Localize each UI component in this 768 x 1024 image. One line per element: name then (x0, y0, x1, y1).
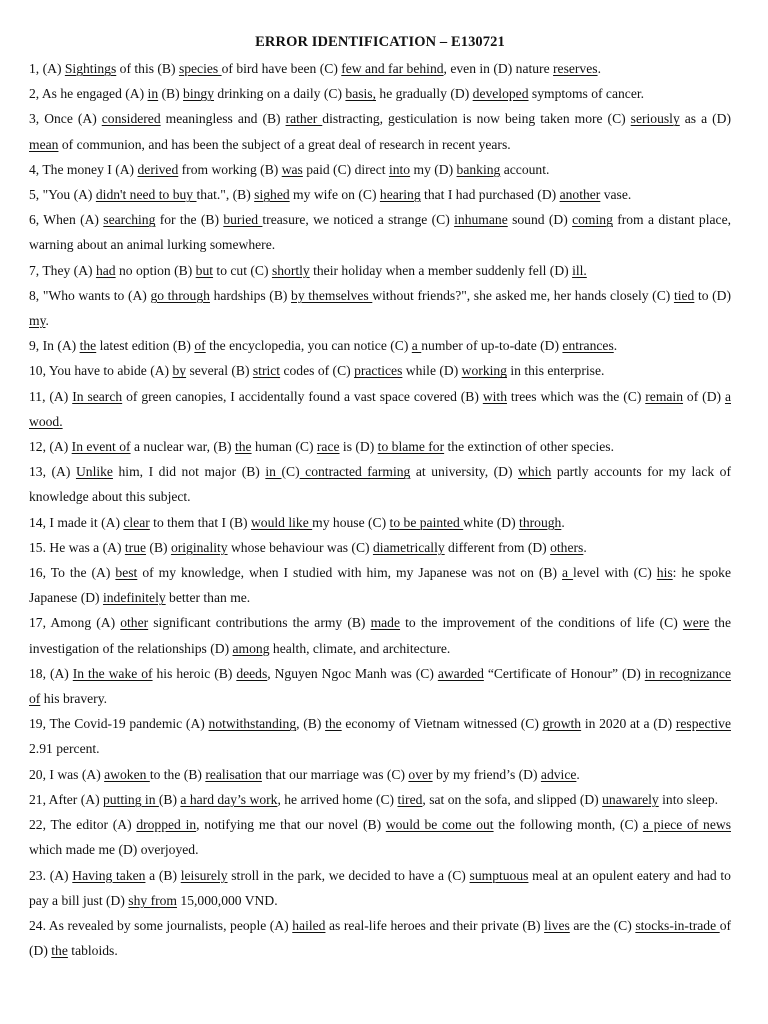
question-text: (B) (158, 791, 181, 807)
question-text: of bird have been (C) (221, 61, 342, 76)
question-21 (29, 787, 731, 812)
question-text: 23. (A) (29, 867, 73, 883)
question-text: , even in (D) nature (443, 61, 554, 76)
question-text: meal at an opulent eatery and had to pay a bill just (D) (29, 867, 731, 908)
underlined-option: sighed (254, 187, 290, 203)
question-text: 3, Once (A) (29, 111, 102, 127)
question-text: from working (B) (178, 161, 282, 177)
question-9 (29, 333, 731, 358)
question-text: of my knowledge, when I studied with him, my Japanese was not on (B) (137, 565, 562, 581)
question-text: drinking on a daily (C) (214, 86, 346, 102)
underlined-option: in (265, 464, 282, 480)
underlined-option: through (519, 514, 562, 530)
underlined-option: In the wake of (72, 665, 153, 681)
question-text: , he arrived home (C) (277, 791, 398, 807)
question-18 (29, 661, 731, 711)
question-23 (29, 863, 731, 913)
question-text: he gradually (D) (376, 86, 473, 102)
question-text: a nuclear war, (B) (130, 439, 235, 455)
underlined-option: would like (250, 514, 313, 530)
underlined-option: among (232, 640, 270, 656)
underlined-option: but (195, 262, 214, 278)
question-text: (B) (158, 86, 184, 102)
question-text: significant contributions the army (B) (148, 615, 371, 631)
question-text: 17, Among (A) (29, 615, 121, 631)
question-text: human (C) (251, 439, 317, 455)
question-text: 12, (A) (29, 439, 72, 455)
question-text: the following month, (C) (493, 817, 643, 833)
question-text: latest edition (B) (96, 338, 195, 354)
question-text: 11, (A) (29, 388, 73, 404)
underlined-option: respective (675, 716, 731, 732)
question-text: the extinction of other species. (444, 439, 614, 455)
question-text: without friends?", she asked me, her hands closely (C) (372, 287, 674, 303)
question-text: of (D) (29, 917, 732, 959)
underlined-option: best (115, 565, 138, 581)
underlined-option: derived (137, 161, 179, 177)
underlined-option: to blame for (377, 439, 445, 455)
question-text: at university, (D) (410, 464, 519, 480)
underlined-option: remain (645, 388, 684, 404)
underlined-option: realisation (205, 766, 262, 782)
underlined-option: stocks-in-trade (635, 917, 720, 933)
underlined-option: awarded (437, 665, 484, 681)
question-text: . (45, 313, 49, 329)
question-text: . (576, 766, 580, 782)
question-text: while (D) (402, 363, 462, 379)
underlined-option: by (172, 363, 187, 379)
question-text: my (D) (410, 161, 457, 177)
underlined-option: shortly (271, 262, 310, 278)
question-text: better than me. (165, 590, 251, 606)
question-text: 1, (A) (29, 61, 65, 76)
question-text: to cut (C) (213, 262, 272, 278)
question-text: 8, "Who wants to (A) (29, 287, 151, 303)
underlined-option: made (370, 615, 401, 631)
question-text: into sleep. (658, 791, 719, 807)
underlined-option: reserves (553, 61, 598, 76)
underlined-option: growth (542, 716, 582, 732)
underlined-option: inhumane (454, 212, 508, 228)
question-text: in 2020 at a (D) (581, 716, 676, 732)
question-text: no option (B) (115, 262, 196, 278)
underlined-option: the (325, 716, 342, 732)
question-text: 24. As revealed by some journalists, people (A) (29, 917, 293, 933)
underlined-option: hailed (292, 917, 326, 933)
question-text: sound (D) (507, 212, 573, 228)
underlined-option: had (95, 262, 116, 278)
question-text: of green canopies, I accidentally found a vast space covered (B) (122, 388, 483, 404)
question-text: 16, To the (A) (29, 565, 116, 581)
underlined-option: entrances (562, 338, 614, 354)
underlined-option: didn't need to buy (95, 187, 197, 203)
question-11 (29, 384, 731, 434)
underlined-option: shy from (128, 892, 178, 908)
question-list (29, 56, 731, 963)
underlined-option: Having taken (72, 867, 146, 883)
underlined-option: notwithstanding (208, 716, 297, 732)
underlined-option: were (682, 615, 710, 631)
underlined-option: few and far behind (341, 61, 444, 76)
question-20 (29, 762, 731, 787)
underlined-option: a (562, 565, 574, 581)
underlined-option: was (281, 161, 303, 177)
underlined-option: Unlike (75, 464, 113, 480)
question-text: him, I did not major (B) (112, 464, 266, 480)
question-19 (29, 711, 731, 761)
question-text: symptoms of cancer. (528, 86, 645, 102)
question-text: . (613, 338, 618, 354)
underlined-option: buried (223, 212, 263, 228)
underlined-option: diametrically (372, 539, 445, 555)
question-text: , Nguyen Ngoc Manh was (C) (267, 665, 438, 681)
question-text: in this enterprise. (506, 363, 605, 379)
underlined-option: the (234, 439, 252, 455)
question-text: 5, "You (A) (29, 187, 96, 203)
question-text: whose behaviour was (C) (227, 539, 373, 555)
question-text: codes of (C) (280, 363, 355, 379)
underlined-option: banking (456, 161, 501, 177)
question-text: for the (B) (155, 212, 224, 228)
underlined-option: in recognizance of (29, 665, 731, 707)
underlined-option: seriously (630, 111, 680, 127)
question-text: : he spoke Japanese (D) (29, 565, 731, 606)
question-text: of (D) (683, 388, 725, 404)
underlined-option: a hard day’s work (180, 791, 278, 807)
underlined-option: over (408, 766, 433, 782)
underlined-option: of (194, 338, 206, 354)
underlined-option: bingy (183, 86, 215, 102)
question-14 (29, 510, 731, 535)
question-text: different from (D) (444, 539, 551, 555)
question-text: 4, The money I (A) (29, 161, 138, 177)
question-text: from a distant place, warning about an animal lurking somewhere. (29, 212, 732, 253)
underlined-option: go through (150, 287, 210, 303)
question-text: health, climate, and architecture. (269, 640, 451, 656)
question-text: . (561, 514, 565, 530)
underlined-option: coming (572, 212, 613, 228)
question-text: economy of Vietnam witnessed (C) (341, 716, 543, 732)
question-2 (29, 81, 731, 106)
underlined-option: in (147, 86, 159, 102)
question-text: to them that I (B) (149, 514, 251, 530)
question-13 (29, 459, 731, 509)
underlined-option: to be painted (389, 514, 464, 530)
question-text: by my friend’s (D) (432, 766, 541, 782)
underlined-option: working (461, 363, 507, 379)
underlined-option: originality (170, 539, 228, 555)
question-text: (B) (146, 539, 171, 555)
underlined-option: Sightings (64, 61, 117, 76)
underlined-option: into (388, 161, 411, 177)
question-text: that our marriage was (C) (261, 766, 409, 782)
underlined-option: awoken (104, 766, 150, 782)
question-text: paid (C) direct (302, 161, 389, 177)
question-text: account. (500, 161, 550, 177)
question-text: 15,000,000 VND. (177, 892, 278, 908)
question-24 (29, 913, 731, 963)
question-text: stroll in the park, we decided to have a (C) (227, 867, 470, 883)
question-10 (29, 358, 731, 383)
question-text: hardships (B) (209, 287, 292, 303)
underlined-option: the (79, 338, 97, 354)
underlined-option: sumptuous (469, 867, 529, 883)
underlined-option: tired (397, 791, 423, 807)
question-text: partly accounts for my lack of knowledge about this subject. (29, 464, 731, 505)
underlined-option: my (29, 313, 46, 329)
underlined-option: putting in (103, 791, 159, 807)
question-5 (29, 182, 731, 207)
question-12 (29, 434, 731, 459)
question-text: (C) (281, 464, 300, 480)
underlined-option: leisurely (180, 867, 228, 883)
question-text: 9, In (A) (29, 338, 80, 354)
underlined-option: would be come out (385, 817, 494, 833)
underlined-option: mean (29, 136, 59, 152)
page-title: ERROR IDENTIFICATION – E130721 (255, 34, 505, 50)
question-text: 21, After (A) (29, 791, 103, 807)
question-text: , sat on the sofa, and slipped (D) (422, 791, 603, 807)
underlined-option: ill. (572, 262, 587, 278)
question-text: 6, When (A) (29, 212, 104, 228)
question-text: white (D) (463, 514, 520, 530)
question-text: 20, I was (A) (29, 766, 105, 782)
question-text: meaningless and (B) (160, 111, 286, 127)
question-text: 18, (A) (29, 665, 73, 681)
question-text: the investigation of the relationships (D) (29, 615, 732, 656)
question-1 (29, 56, 731, 81)
question-text: , notifying me that our novel (B) (196, 817, 386, 833)
underlined-option: other (120, 615, 149, 631)
underlined-option: species (178, 61, 222, 76)
question-text: distracting, gesticulation is now being taken more (C) (322, 111, 631, 127)
underlined-option: lives (544, 917, 570, 933)
question-16 (29, 560, 731, 610)
underlined-option: race (316, 439, 340, 455)
underlined-option: contracted farming (299, 464, 411, 480)
question-text: “Certificate of Honour” (D) (483, 665, 645, 681)
underlined-option: his (656, 565, 673, 581)
question-text: . (583, 539, 587, 555)
question-text: which made me (D) overjoyed. (29, 842, 199, 858)
underlined-option: another (559, 187, 601, 203)
underlined-option: deeds (236, 665, 268, 681)
underlined-option: a (411, 338, 422, 354)
underlined-option: advice (540, 766, 577, 782)
question-4 (29, 157, 731, 182)
question-text: as real-life heroes and their private (B) (325, 917, 545, 933)
question-6 (29, 207, 731, 257)
question-text: to the improvement of the conditions of life (C) (400, 615, 683, 631)
question-text: to (D) (694, 287, 732, 303)
question-22 (29, 812, 731, 862)
question-text: 13, (A) (29, 464, 76, 480)
underlined-option: searching (103, 212, 156, 228)
question-text: his heroic (B) (152, 665, 237, 681)
question-text: number of up-to-date (D) (421, 338, 563, 354)
question-15 (29, 535, 731, 560)
question-text: 14, I made it (A) (29, 514, 124, 530)
question-text: vase. (600, 187, 632, 203)
underlined-option: indefinitely (102, 590, 166, 606)
underlined-option: developed (472, 86, 529, 102)
question-text: of this (B) (116, 61, 179, 76)
question-text: are the (C) (569, 917, 636, 933)
underlined-option: tied (673, 287, 695, 303)
question-text: a (B) (145, 867, 181, 883)
question-text: . (597, 61, 601, 76)
question-7 (29, 258, 731, 283)
question-text: 10, You have to abide (A) (29, 363, 173, 379)
underlined-option: considered (101, 111, 161, 127)
question-3 (29, 106, 731, 156)
underlined-option: unawarely (602, 791, 659, 807)
underlined-option: practices (354, 363, 403, 379)
question-text: the encyclopedia, you can notice (C) (205, 338, 412, 354)
question-8 (29, 283, 731, 333)
question-text: that I had purchased (D) (420, 187, 560, 203)
question-text: 19, The Covid-19 pandemic (A) (29, 716, 209, 732)
underlined-option: In event of (71, 439, 131, 455)
question-text: their holiday when a member suddenly fell (D) (309, 262, 573, 278)
question-text: my house (C) (312, 514, 390, 530)
question-text: his bravery. (40, 691, 108, 707)
underlined-option: hearing (379, 187, 421, 203)
question-text: to the (B) (149, 766, 206, 782)
question-text: several (B) (186, 363, 253, 379)
question-text: 7, They (A) (29, 262, 96, 278)
question-text: trees which was the (C) (507, 388, 646, 404)
question-text: that.", (B) (196, 187, 255, 203)
underlined-option: In search (72, 388, 123, 404)
underlined-option: a piece of news (642, 817, 731, 833)
underlined-option: clear (123, 514, 150, 530)
question-text: 15. He was a (A) (29, 539, 125, 555)
underlined-option: dropped in (136, 817, 197, 833)
underlined-option: true (124, 539, 147, 555)
question-text: of communion, and has been the subject of a great deal of research in recent years. (58, 136, 511, 152)
underlined-option: the (51, 943, 68, 959)
question-17 (29, 610, 731, 660)
question-text: treasure, we noticed a strange (C) (262, 212, 455, 228)
underlined-option: basis, (345, 86, 376, 102)
underlined-option: strict (252, 363, 281, 379)
underlined-option: others (550, 539, 584, 555)
question-text: 22, The editor (A) (29, 817, 137, 833)
question-text: level with (C) (573, 565, 657, 581)
question-text: , (B) (296, 716, 326, 732)
question-text: tabloids. (67, 943, 118, 959)
question-text: 2, As he engaged (A) (29, 86, 148, 102)
question-text: as a (D) (679, 111, 731, 127)
underlined-option: which (518, 464, 552, 480)
underlined-option: a wood. (29, 388, 732, 429)
underlined-option: with (482, 388, 507, 404)
underlined-option: rather (285, 111, 323, 127)
underlined-option: by themselves (291, 287, 373, 303)
question-text: is (D) (339, 439, 378, 455)
question-text: my wife on (C) (289, 187, 380, 203)
question-text: 2.91 percent. (29, 741, 100, 757)
